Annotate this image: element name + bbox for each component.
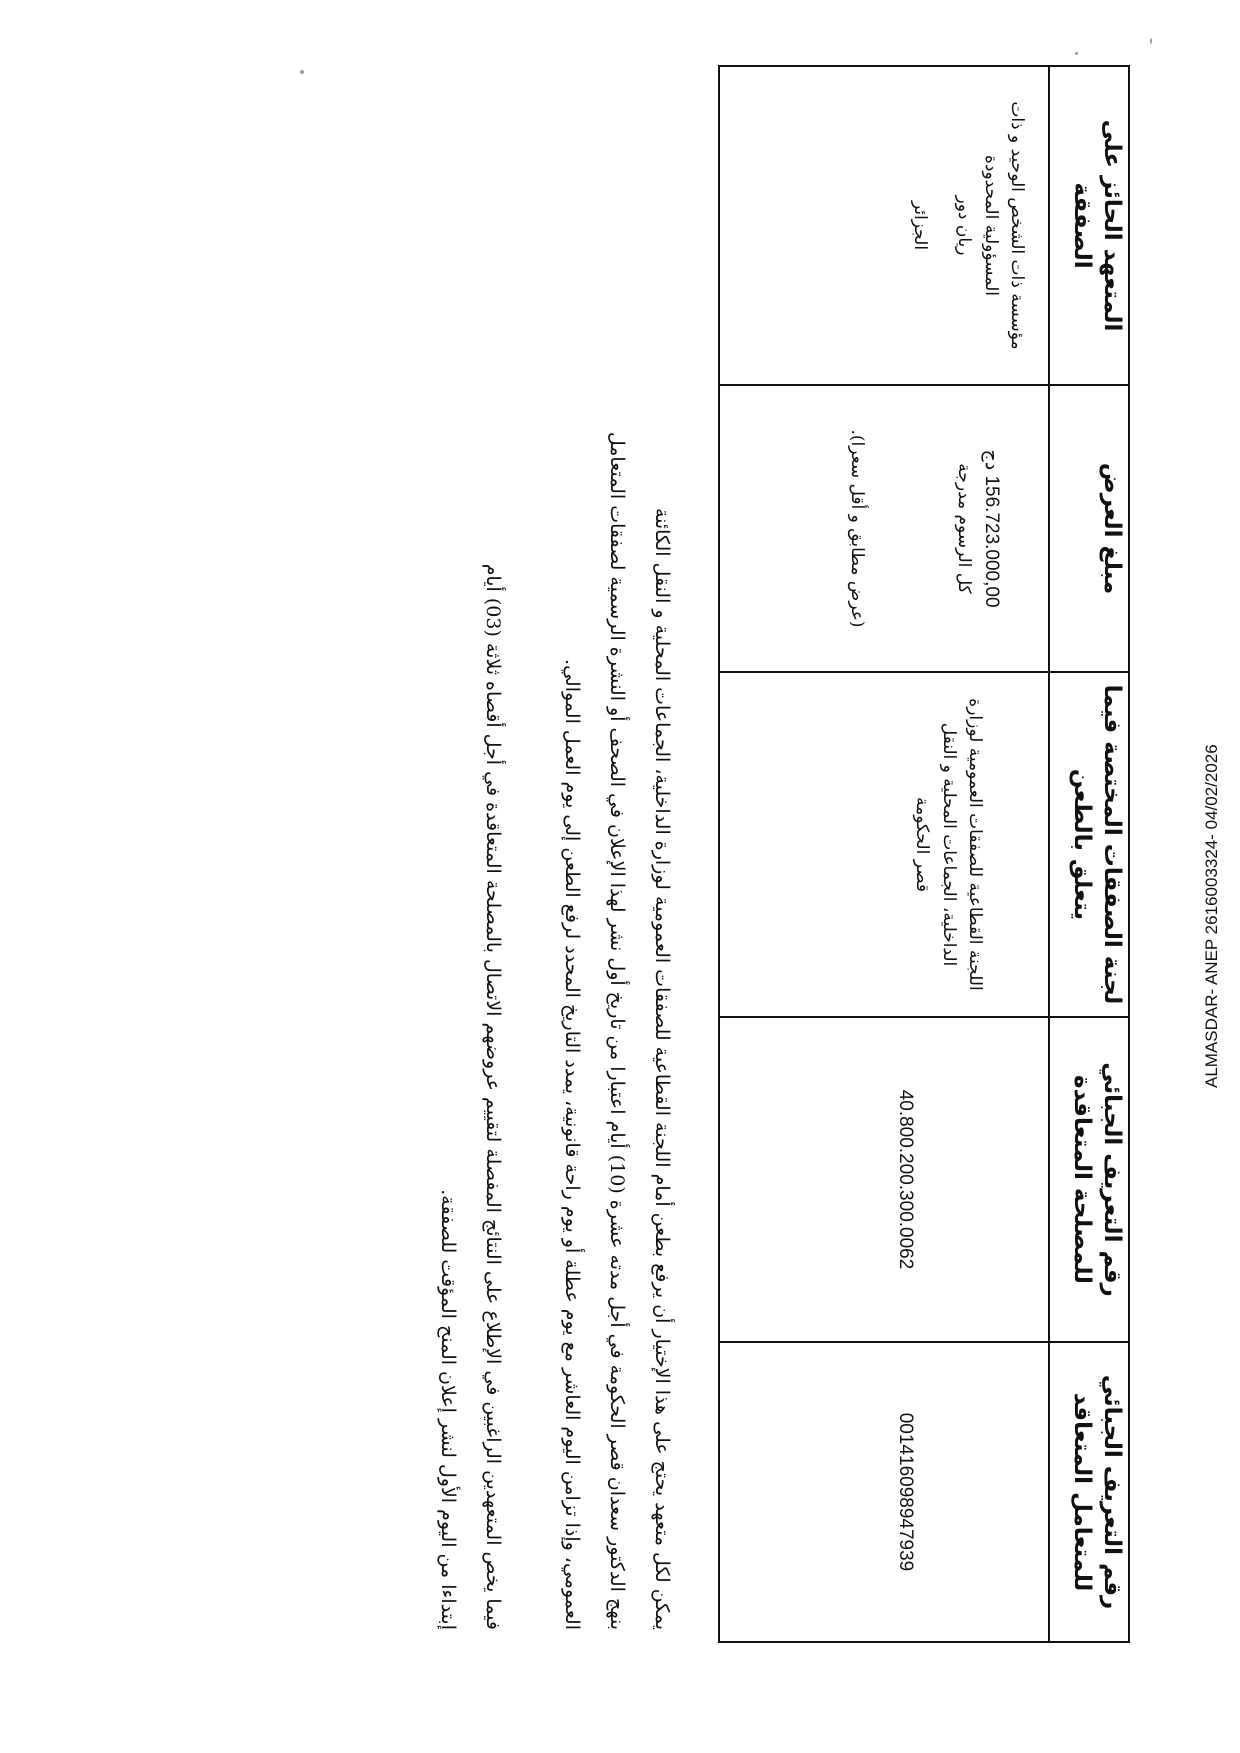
winner-line-4: الجزائر — [909, 200, 930, 251]
results-line-1: فيما يخص المتعهدين الراغبين في الإطلاع على النتائج المفصلة لتقييم عروضهم الاتصال بالمصلحة المتعاقدة في أجل أقصاه ثلاثة (03) أيام — [482, 563, 504, 1630]
committee-line-3: قصر الحكومة — [912, 797, 933, 892]
award-table — [718, 65, 1130, 1643]
header-offer-amount: مبلغ العرض — [1049, 385, 1129, 672]
winner-line-3: ريان دور — [954, 195, 975, 256]
contractor-tax-id: 001416098947939 — [719, 1342, 1049, 1642]
appeal-committee-cell — [719, 672, 1049, 1017]
scan-speck — [1150, 38, 1152, 44]
service-tax-id: 40.800.200.300.0062 — [719, 1017, 1049, 1342]
winner-line-2: المسؤولية المحدودة — [980, 154, 1001, 297]
committee-line-2: الداخلية، الجماعات المحلية و النقل — [938, 722, 959, 967]
notes-section — [425, 70, 684, 1630]
header-appeal-committee: لجنة الصفقات المختصة فيما يتعلق بالطعن — [1049, 672, 1129, 1017]
header-contractor-tax-id: رقم التعريف الجبائي للمتعامل المتعاقد — [1049, 1342, 1129, 1642]
table-row — [719, 66, 1049, 1642]
offer-amount-remark: (عرض مطابق و أقل سعرا). — [847, 429, 868, 628]
appeal-line-3: العمومي، وإذا تزامن اليوم العاشر مع يوم عطلة أو يوم راحة قانونية، يمدد التاريخ المحدد لرفع الطعن إلى يوم العمل الموالي. — [561, 659, 583, 1630]
results-paragraph — [425, 70, 515, 1630]
table-header-row — [1049, 66, 1129, 1642]
appeal-paragraph — [549, 70, 684, 1630]
scan-speck — [300, 70, 304, 74]
offer-amount: 156.723.000,00 دج — [981, 449, 1002, 608]
appeal-line-1: يمكن لكل متعهد يحتج على هذا الإختيار أن يرفع بطعن أمام اللجنة القطاعية للصفقات العمومية لوزارة الداخلية، الجماعات المحلية و النقل الكائنة — [651, 507, 673, 1630]
winning-bidder-cell — [719, 66, 1049, 385]
results-line-2: إبتداءا من اليوم الأول لنشر إعلان المنح المؤقت للصفقة. — [437, 1189, 459, 1630]
offer-amount-note: كل الرسوم مدرجة — [953, 463, 974, 594]
scan-speck — [1075, 52, 1078, 55]
offer-amount-cell — [719, 385, 1049, 672]
winner-line-1: مؤسسة ذات الشخص الوحيد و ذات — [1007, 101, 1027, 350]
header-winning-bidder: المتعهد الحائز على الصفقة — [1049, 66, 1129, 385]
header-service-tax-id: رقم التعريف الجبائي للمصلحة المتعاقدة — [1049, 1017, 1129, 1342]
publication-stamp: ALMASDAR- ANEP 2616003324- 04/02/2026 — [1202, 744, 1221, 1088]
appeal-line-2: بنهج الدكتور سعدان قصر الحكومة في أجل مدته عشرة (10) أيام اعتبارا من تاريخ أول نشر لهذا الإعلان في الصحف أو النشرة الرسمية لصفقات المتعامل — [606, 431, 628, 1630]
committee-line-1: اللجنة القطاعية للصفقات العمومية لوزارة — [965, 698, 985, 991]
